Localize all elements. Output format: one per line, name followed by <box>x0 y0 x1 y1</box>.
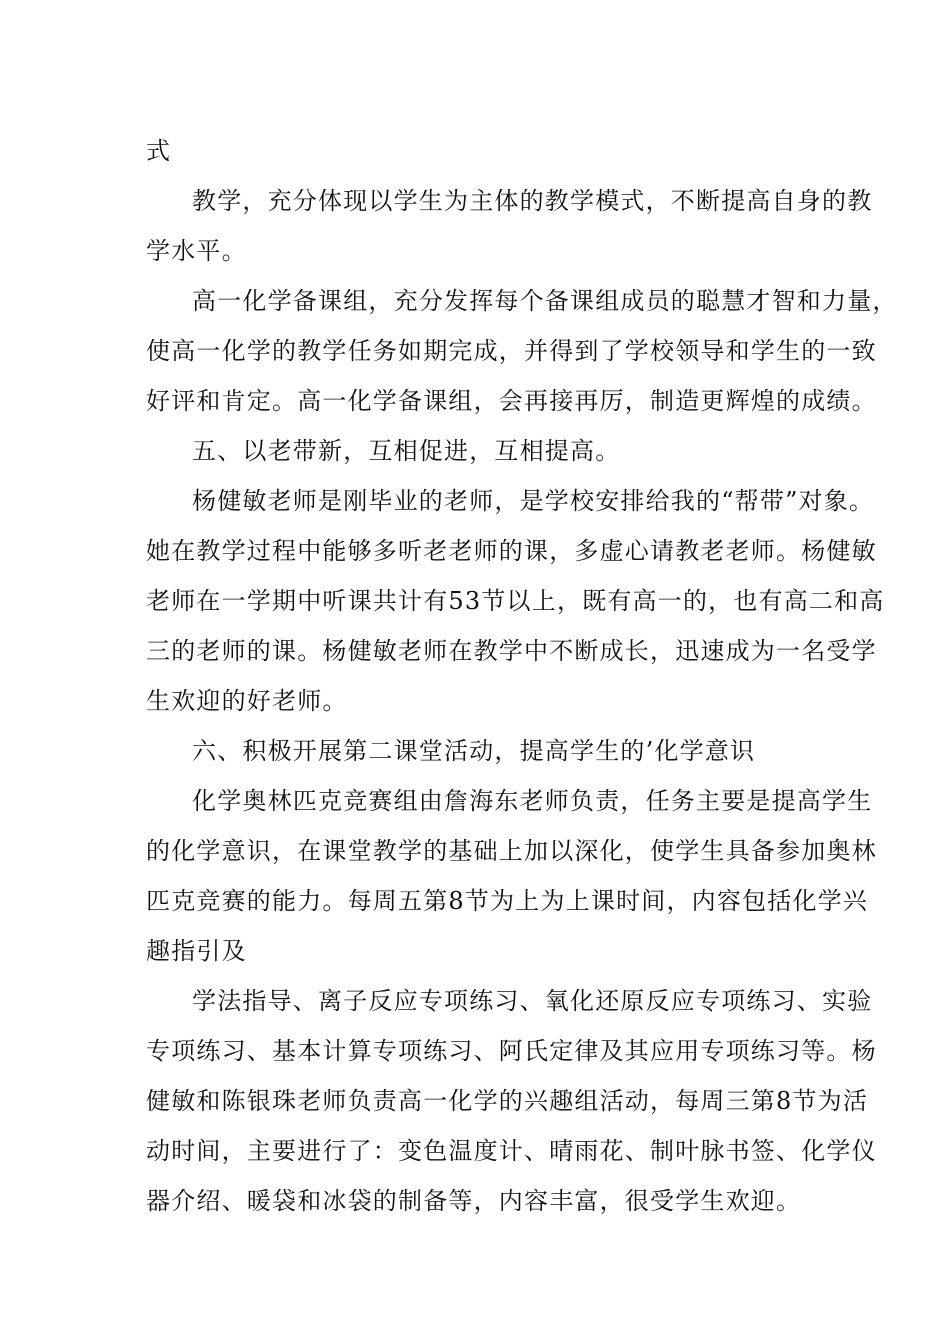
text-line: 好评和肯定。高一化学备课组，会再接再厉，制造更辉煌的成绩。 <box>146 387 877 415</box>
section-heading: 六、积极开展第二课堂活动，提高学生的’化学意识 <box>192 737 756 765</box>
text-line: 匹克竞赛的能力。每周五第8节为上为上课时间，内容包括化学兴 <box>146 887 869 915</box>
text-line: 专项练习、基本计算专项练习、阿氏定律及其应用专项练习等。杨 <box>146 1037 877 1065</box>
text-line: 式 <box>146 137 172 165</box>
paragraph-line: 杨健敏老师是刚毕业的老师，是学校安排给我的“帮带”对象。 <box>192 487 875 515</box>
paragraph-line: 学法指导、离子反应专项练习、氧化还原反应专项练习、实验 <box>192 987 873 1015</box>
paragraph-line: 教学，充分体现以学生为主体的教学模式，不断提高自身的教 <box>192 187 873 215</box>
text-line: 健敏和陈银珠老师负责高一化学的兴趣组活动，每周三第8节为活 <box>146 1087 869 1115</box>
text-line: 她在教学过程中能够多听老老师的课，多虚心请教老老师。杨健敏 <box>146 537 877 565</box>
text-line: 器介绍、暖袋和冰袋的制备等，内容丰富，很受学生欢迎。 <box>146 1187 802 1215</box>
paragraph-line: 化学奥林匹克竞赛组由詹海东老师负责，任务主要是提高学生 <box>192 787 873 815</box>
text-line: 动时间，主要进行了：变色温度计、晴雨花、制叶脉书签、化学仪 <box>146 1137 877 1165</box>
text-line: 生欢迎的好老师。 <box>146 687 348 715</box>
text-line: 老师在一学期中听课共计有53节以上，既有高一的，也有高二和高 <box>146 587 885 615</box>
text-line: 趣指引及 <box>146 937 247 965</box>
text-line: 的化学意识，在课堂教学的基础上加以深化，使学生具备参加奥林 <box>146 837 877 865</box>
paragraph-line: 高一化学备课组，充分发挥每个备课组成员的聪慧才智和力量， <box>192 287 898 315</box>
text-line: 三的老师的课。杨健敏老师在教学中不断成长，迅速成为一名受学 <box>146 637 877 665</box>
text-line: 学水平。 <box>146 237 247 265</box>
text-line: 使高一化学的教学任务如期完成，并得到了学校领导和学生的一致 <box>146 337 877 365</box>
section-heading: 五、以老带新，互相促进，互相提高。 <box>192 437 621 465</box>
